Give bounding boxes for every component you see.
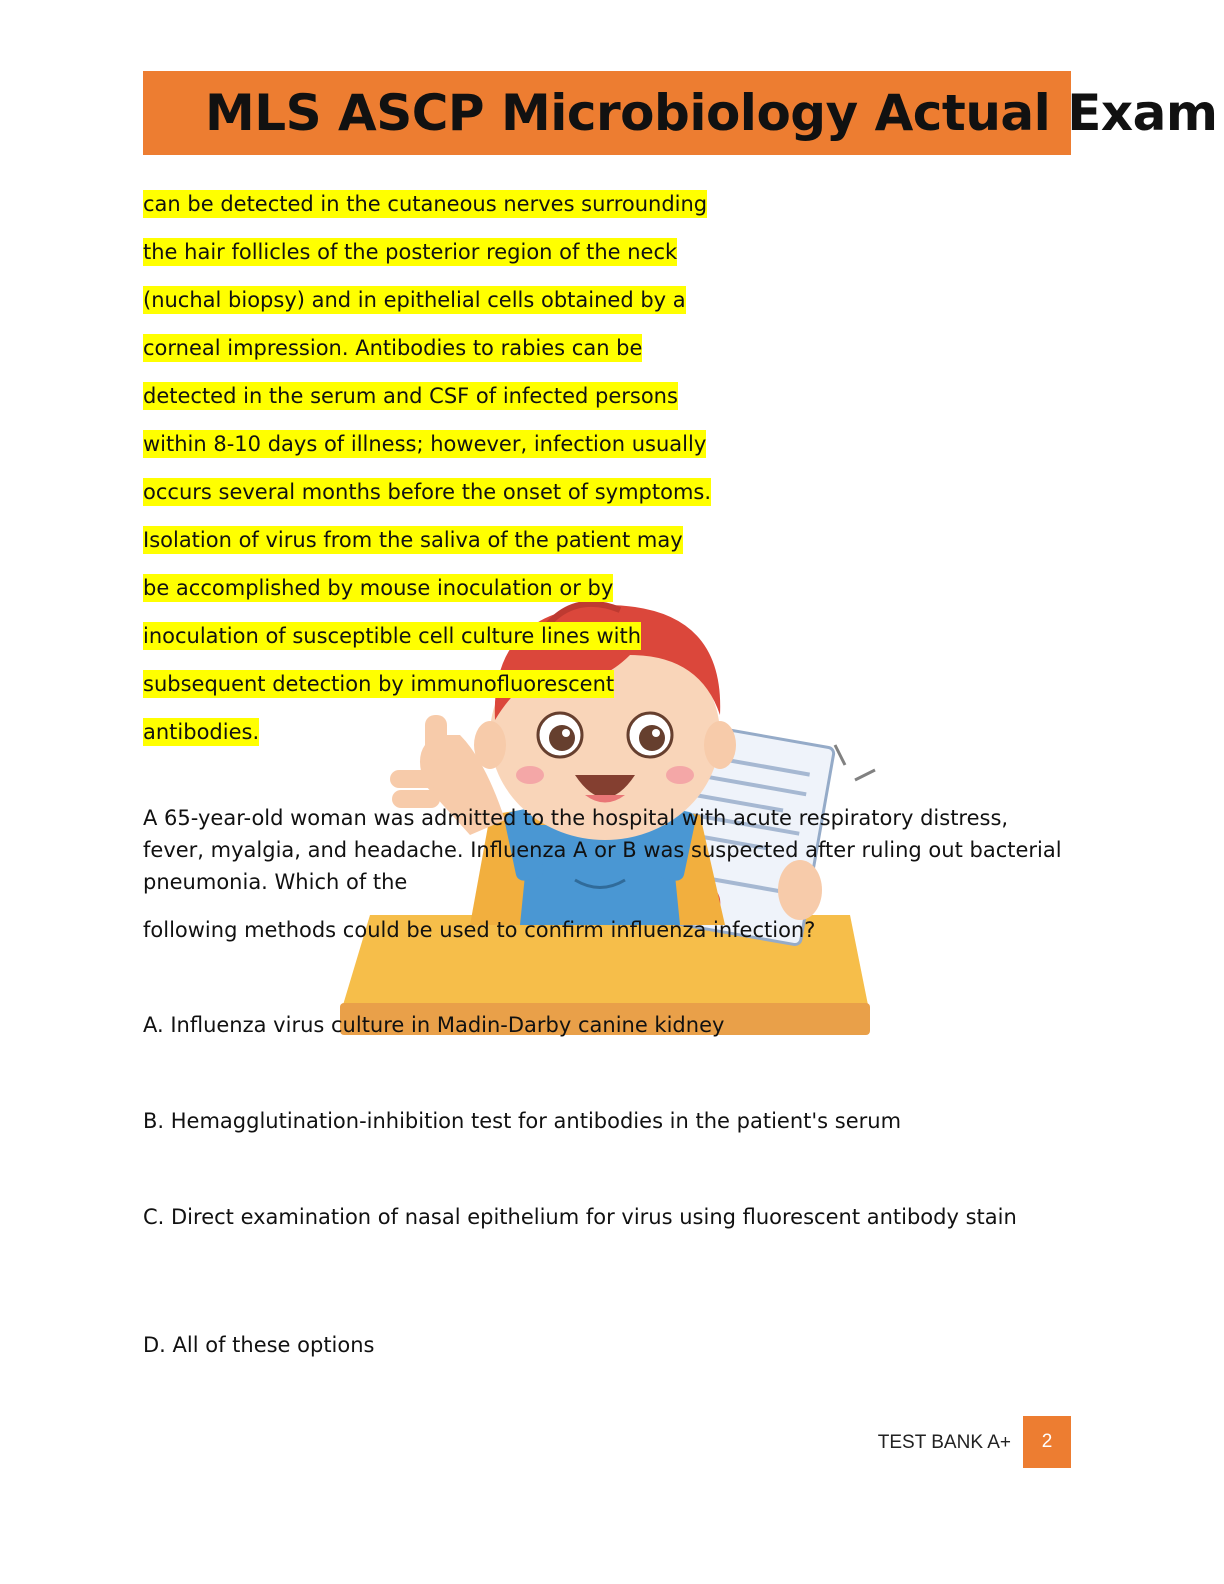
highlighted-line: (nuchal biopsy) and in epithelial cells obtained by a [143,288,686,312]
question-stem-continued: following methods could be used to confirm influenza infection? [143,918,816,942]
option-c: C. Direct examination of nasal epithelium for virus using fluorescent antibody stain [143,1205,1017,1229]
option-d: D. All of these options [143,1333,375,1357]
page-number: 2 [1023,1416,1071,1468]
highlighted-line: can be detected in the cutaneous nerves surrounding [143,192,708,216]
highlighted-line: subsequent detection by immunofluorescent [143,672,615,696]
highlighted-line: within 8-10 days of illness; however, infection usually [143,432,707,456]
highlighted-line: be accomplished by mouse inoculation or by [143,576,614,600]
highlighted-line: occurs several months before the onset of symptoms. [143,480,712,504]
highlighted-answer-explanation [143,180,711,756]
highlighted-line: antibodies. [143,720,260,744]
footer-label: TEST BANK A+ [877,1432,1011,1453]
highlighted-line: inoculation of susceptible cell culture lines with [143,624,642,648]
page-title: MLS ASCP Microbiology Actual Exam [205,84,1218,142]
highlighted-line: the hair follicles of the posterior region of the neck [143,240,678,264]
highlighted-line: detected in the serum and CSF of infected persons [143,384,678,408]
highlighted-line: corneal impression. Antibodies to rabies can be [143,336,643,360]
option-b: B. Hemagglutination-inhibition test for antibodies in the patient's serum [143,1109,902,1133]
option-a: A. Influenza virus culture in Madin-Darby canine kidney [143,1013,725,1037]
highlighted-line: Isolation of virus from the saliva of the patient may [143,528,683,552]
question-stem: A 65-year-old woman was admitted to the hospital with acute respiratory distress, fever, myalgia, and headache. Influenza A or B was suspected after ruling out bacterial pneumonia. Which of the [143,806,1062,894]
